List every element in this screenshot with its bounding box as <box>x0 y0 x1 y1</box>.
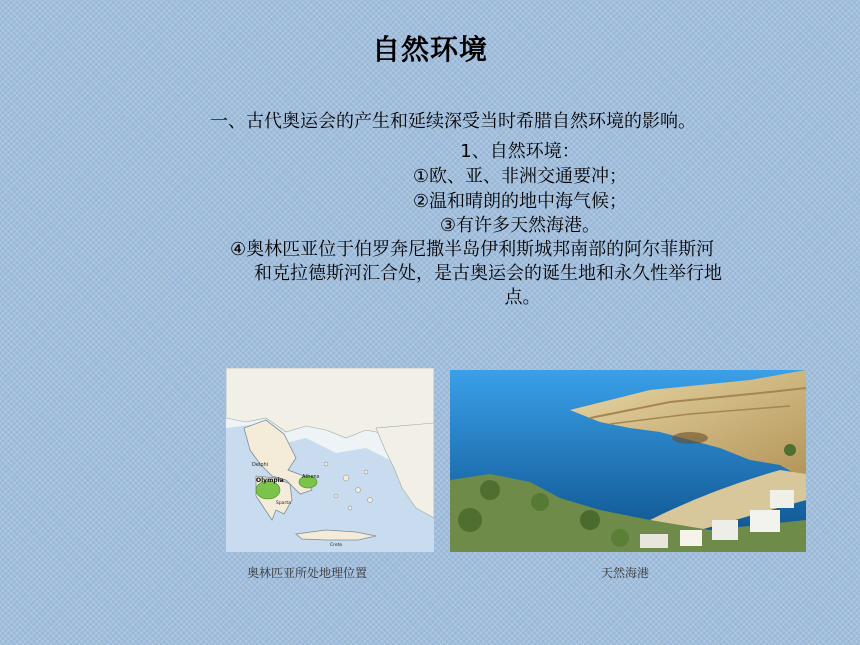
greece-map-graphic <box>226 368 434 552</box>
harbor-photo-graphic <box>450 370 806 552</box>
point-4 <box>230 238 815 310</box>
sub-heading: 1、自然环境： <box>460 141 580 162</box>
point-4-line-3: 点。 <box>504 287 541 308</box>
map-label-olympia: Olympia <box>256 477 284 484</box>
point-2: ②温和晴朗的地中海气候； <box>412 191 628 212</box>
map-caption: 奥林匹亚所处地理位置 <box>247 566 368 580</box>
greece-map <box>226 368 434 552</box>
point-4-line-2: 和克拉德斯河汇合处，是古奥运会的诞生地和永久性举行地 <box>254 263 722 284</box>
section-heading: 一、古代奥运会的产生和延续深受当时希腊自然环境的影响。 <box>210 111 696 132</box>
point-3: ③有许多天然海港。 <box>439 215 601 236</box>
point-4-line-1: ④奥林匹亚位于伯罗奔尼撒半岛伊利斯城邦南部的阿尔菲斯河 <box>230 239 715 260</box>
map-label-crete: Crete <box>330 543 343 548</box>
photo-caption: 天然海港 <box>601 566 650 580</box>
harbor-photo <box>450 370 806 552</box>
point-1: ①欧、亚、非洲交通要冲； <box>412 166 628 187</box>
page-title: 自然环境 <box>371 33 488 66</box>
map-label-delphi: Delphi <box>252 462 269 468</box>
map-label-athens: Athens <box>302 474 320 480</box>
map-label-sparta: Sparta <box>276 501 291 506</box>
